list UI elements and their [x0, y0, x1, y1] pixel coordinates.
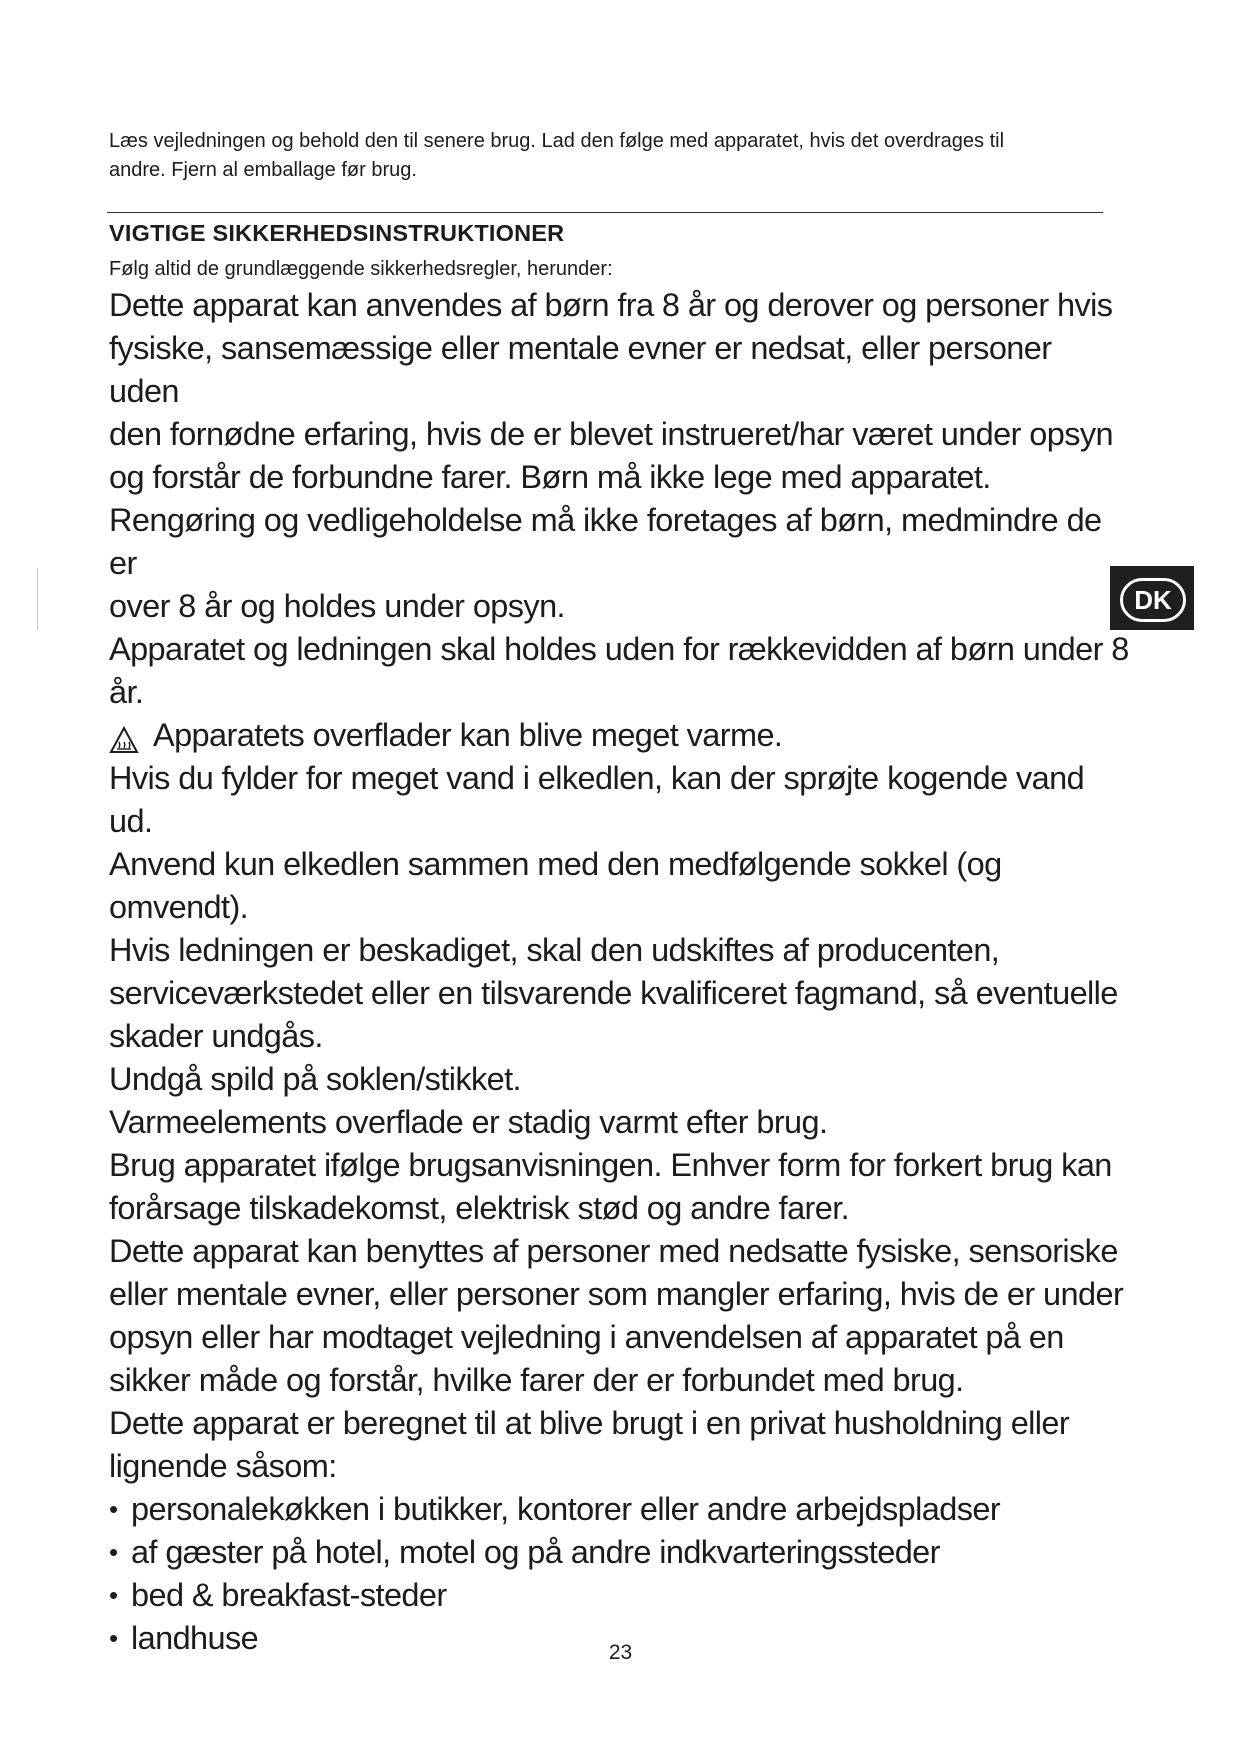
list-item-text: af gæster på hotel, motel og på andre indkvarteringssteder — [131, 1534, 940, 1570]
instruction-line: Hvis ledningen er beskadiget, skal den udskiftes af producenten, — [109, 932, 1000, 968]
instruction-line: Anvend kun elkedlen sammen med den medfølgende sokkel (og — [109, 846, 1002, 882]
margin-line — [37, 568, 38, 630]
usage-list — [109, 1488, 1129, 1660]
list-item-text: personalekøkken i butikker, kontorer eller andre arbejdspladser — [131, 1491, 1001, 1527]
instruction-line: Dette apparat kan anvendes af børn fra 8 år og derover og personer hvis — [109, 287, 1113, 323]
intro-line: andre. Fjern al emballage før brug. — [109, 159, 417, 181]
instruction-line: omvendt). — [109, 889, 249, 925]
list-item-text: landhuse — [131, 1620, 259, 1656]
language-badge — [1110, 566, 1194, 630]
intro-text — [109, 127, 1089, 185]
instruction-line: over 8 år og holdes under opsyn. — [109, 588, 565, 624]
instruction-line: skader undgås. — [109, 1018, 323, 1054]
instruction-line: Dette apparat kan benyttes af personer med nedsatte fysiske, sensoriske — [109, 1233, 1118, 1269]
instruction-line: og forstår de forbundne farer. Børn må ikke lege med apparatet. — [109, 459, 991, 495]
instruction-line: Varmeelements overflade er stadig varmt efter brug. — [109, 1104, 828, 1140]
instruction-line: Rengøring og vedligeholdelse må ikke foretages af børn, medmindre de er — [109, 502, 1102, 581]
instruction-line: Hvis du fylder for meget vand i elkedlen, kan der sprøjte kogende vand ud. — [109, 760, 1085, 839]
list-item — [109, 1574, 1129, 1617]
bullet-icon: • — [109, 1494, 118, 1524]
warning-line — [109, 714, 1129, 757]
instruction-line: eller mentale evner, eller personer som mangler erfaring, hvis de er under — [109, 1276, 1124, 1312]
instruction-line: lignende såsom: — [109, 1448, 337, 1484]
page-number: 23 — [608, 1641, 633, 1664]
bullet-icon: • — [109, 1623, 118, 1653]
section-divider — [107, 212, 1103, 213]
instruction-line: serviceværkstedet eller en tilsvarende kvalificeret fagmand, så eventuelle — [109, 975, 1118, 1011]
instruction-line: sikker måde og forstår, hvilke farer der er forbundet med brug. — [109, 1362, 964, 1398]
instruction-line: Brug apparatet ifølge brugsanvisningen. Enhver form for forkert brug kan — [109, 1147, 1112, 1183]
warning-text: Apparatets overflader kan blive meget varme. — [153, 717, 783, 753]
instruction-line: den fornødne erfaring, hvis de er blevet instrueret/har været under opsyn — [109, 416, 1113, 452]
instruction-line: opsyn eller har modtaget vejledning i anvendelsen af apparatet på en — [109, 1319, 1064, 1355]
instruction-line: forårsage tilskadekomst, elektrisk stød og andre farer. — [109, 1190, 850, 1226]
safety-instructions — [109, 284, 1129, 1660]
section-heading: VIGTIGE SIKKERHEDSINSTRUKTIONER — [109, 220, 565, 246]
bullet-icon: • — [109, 1580, 118, 1610]
instruction-line: fysiske, sansemæssige eller mentale evner er nedsat, eller personer uden — [109, 330, 1052, 409]
language-badge-label: DK — [1120, 578, 1186, 622]
list-item — [109, 1488, 1129, 1531]
instruction-line: Undgå spild på soklen/stikket. — [109, 1061, 521, 1097]
instruction-line: Dette apparat er beregnet til at blive brugt i en privat husholdning eller — [109, 1405, 1070, 1441]
intro-line: Læs vejledningen og behold den til senere brug. Lad den følge med apparatet, hvis det overdrages til — [109, 130, 1005, 152]
list-item-text: bed & breakfast-steder — [131, 1577, 447, 1613]
instruction-line: Apparatet og ledningen skal holdes uden for rækkevidden af børn under 8 år. — [109, 631, 1129, 710]
section-subheading: Følg altid de grundlæggende sikkerhedsregler, herunder: — [109, 258, 613, 280]
hot-surface-warning-icon — [109, 722, 139, 750]
bullet-icon: • — [109, 1537, 118, 1567]
list-item — [109, 1531, 1129, 1574]
